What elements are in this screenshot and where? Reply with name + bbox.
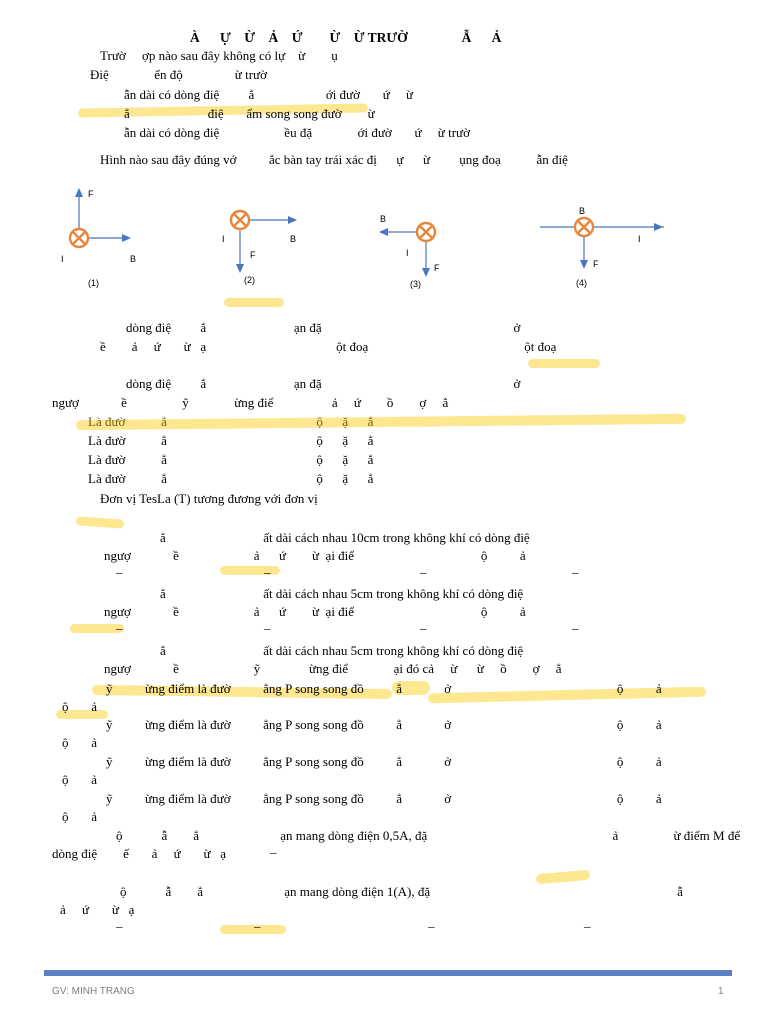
answer-dash: _ xyxy=(264,616,271,631)
question-6: ẳ ất dài cách nhau 10cm trong không khí có dòng điệ xyxy=(160,530,530,545)
question-10-line: ả ứ ừ ạ xyxy=(60,902,135,917)
option-a: ẫn dài có dòng điệ ẳ ới đườ ứ ừ xyxy=(124,87,414,102)
label-f: F xyxy=(250,250,256,260)
question-3-line: ề ả ứ ừ ạ ột đoạ ột đoạ xyxy=(100,339,557,354)
answer-dash: _ xyxy=(254,914,261,929)
question-8: ẳ ất dài cách nhau 5cm trong không khí có dòng điệ xyxy=(160,643,524,658)
question-9: ộ ẫ ẳ ạn mang dòng điện 0,5A, đặ ả ừ điểm M để xyxy=(116,828,741,843)
figure-1 xyxy=(56,180,146,290)
option-d: ỹ ừng điểm là đườ ẳng P song song đồ ẳ ở ộ ả xyxy=(106,791,662,806)
highlight-mark xyxy=(220,566,280,575)
option-a: Là đườ ẳ ộ ặ ẳ xyxy=(88,414,374,429)
answer-dash: _ xyxy=(572,616,579,631)
answer-dash: _ xyxy=(428,914,435,929)
label-b: B xyxy=(290,234,297,244)
answer-dash: _ xyxy=(584,914,591,929)
option-a: ỹ ừng điểm là đườ ẳng P song song đồ ẳ ở ộ ả xyxy=(106,681,662,696)
question-4: dòng điệ ẳ ạn đặ ở xyxy=(126,376,521,391)
label-f: F xyxy=(88,189,94,199)
answer-dash: _ xyxy=(116,616,123,631)
figure-3 xyxy=(370,180,470,290)
option-b: Là đườ ẳ ộ ặ ẳ xyxy=(88,433,374,448)
label-i: I xyxy=(406,248,409,258)
question-6-line: ngượ ề ả ứ ừ ại điể ộ ả xyxy=(104,548,526,563)
question-10: ộ ẫ ẳ ạn mang dòng điện 1(A), đặ ẫ xyxy=(120,884,683,899)
option-d: Là đườ ẳ ộ ặ ẳ xyxy=(88,471,374,486)
option-d-cont: ộ ả xyxy=(62,809,98,824)
figure-caption: (4) xyxy=(576,278,587,288)
figure-2 xyxy=(210,180,310,290)
highlight-mark xyxy=(536,870,591,885)
question-1-line: Điệ ến độ ừ trườ xyxy=(90,67,267,82)
answer-dash: _ xyxy=(116,914,123,929)
question-3: dòng điệ ẳ ạn đặ ở xyxy=(126,320,521,335)
answer-dash: _ xyxy=(420,560,427,575)
answer-dash: _ xyxy=(572,560,579,575)
label-b: B xyxy=(380,214,387,224)
question-7-line: ngượ ề ả ứ ừ ại điể ộ ả xyxy=(104,604,526,619)
label-b: B xyxy=(579,206,586,216)
question-9-line: dòng điệ ế ả ứ ừ ạ xyxy=(52,846,227,861)
footer-author: GV: MINH TRANG xyxy=(52,986,135,997)
footer-divider xyxy=(44,970,732,976)
option-b: ỹ ừng điểm là đườ ẳng P song song đồ ẳ ở ộ ả xyxy=(106,717,662,732)
label-i: I xyxy=(222,234,225,244)
question-5: Đơn vị TesLa (T) tương đương với đơn vị xyxy=(100,491,318,506)
answer-dash: _ xyxy=(420,616,427,631)
page-number: 1 xyxy=(718,986,724,997)
label-i: I xyxy=(638,234,641,244)
figure-caption: (3) xyxy=(410,279,421,289)
page-title: À Ự Ừ Ả Ứ Ừ Ừ TRƯỜ Ẫ Ả xyxy=(190,30,502,45)
option-c: Là đườ ẳ ộ ặ ẳ xyxy=(88,452,374,467)
figure-4 xyxy=(536,180,671,290)
question-8-line: ngượ ề ỹ ừng điể ại đó cả ừ ừ ồ ợ ẳ xyxy=(104,661,562,676)
figure-caption: (2) xyxy=(244,275,255,285)
question-7: ẳ ất dài cách nhau 5cm trong không khí có dòng điệ xyxy=(160,586,524,601)
answer-dash: _ xyxy=(116,560,123,575)
option-c: ẫn dài có dòng điệ ều đặ ới đườ ứ ừ trườ xyxy=(124,125,470,140)
option-b-cont: ộ ả xyxy=(62,735,98,750)
highlight-mark xyxy=(528,359,600,368)
option-b: ẳ điệ ẩm song song đườ ừ xyxy=(124,106,375,121)
answer-dash: _ xyxy=(270,840,277,855)
answer-dash: _ xyxy=(264,560,271,575)
highlight-mark xyxy=(224,298,284,307)
question-1: Trườ ợp nào sau đây không có lự ừ ụ xyxy=(100,48,338,63)
label-i: I xyxy=(61,254,64,264)
label-f: F xyxy=(434,263,440,273)
highlight-mark xyxy=(76,516,125,528)
option-a-cont: ộ ả xyxy=(62,699,98,714)
option-c: ỹ ừng điểm là đườ ẳng P song song đồ ẳ ở ộ ả xyxy=(106,754,662,769)
question-2: Hình nào sau đây đúng vớ ắc bàn tay trái xác đị ự ừ ụng đoạ ẫn điệ xyxy=(100,152,568,167)
label-b: B xyxy=(130,254,137,264)
option-c-cont: ộ ả xyxy=(62,772,98,787)
question-4-line: ngượ ề ỹ ừng điể ả ứ ồ ợ ẳ xyxy=(52,395,449,410)
highlight-mark xyxy=(220,925,286,934)
figure-caption: (1) xyxy=(88,278,99,288)
label-f: F xyxy=(593,259,599,269)
